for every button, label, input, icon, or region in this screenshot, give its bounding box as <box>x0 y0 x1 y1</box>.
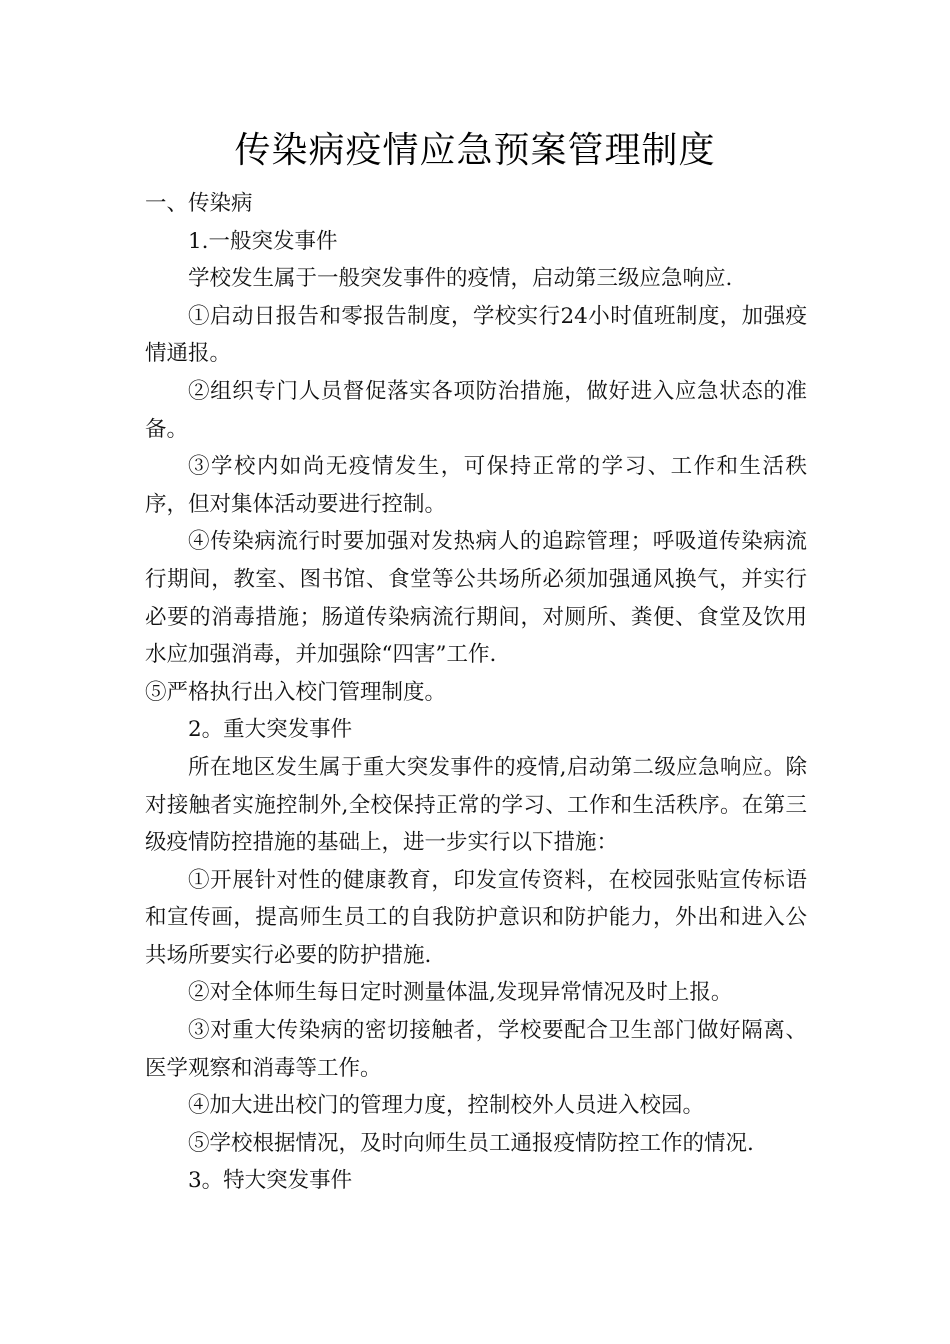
document-title: 传染病疫情应急预案管理制度 <box>234 130 716 171</box>
list-item: ③对重大传染病的密切接触者，学校要配合卫生部门做好隔离、医学观察和消毒等工作。 <box>145 1018 807 1081</box>
document-body <box>145 185 807 1200</box>
list-item: ①开展针对性的健康教育，印发宣传资料，在校园张贴宣传标语和宣传画，提高师生员工的自我防护意识和防护能力，外出和进入公共场所要实行必要的防护措施. <box>145 867 807 968</box>
list-item: ④加大进出校门的管理力度，控制校外人员进入校园。 <box>188 1093 705 1119</box>
list-item: ①启动日报告和零报告制度，学校实行24小时值班制度，加强疫情通报。 <box>145 303 807 367</box>
paragraph: 所在地区发生属于重大突发事件的疫情,启动第二级应急响应。除对接触者实施控制外,全校保持正常的学习、工作和生活秩序。在第三级疫情防控措施的基础上，进一步实行以下措施： <box>145 754 807 856</box>
list-item: ④传染病流行时要加强对发热病人的追踪管理；呼吸道传染病流行期间，教室、图书馆、食堂等公共场所必须加强通风换气，并实行必要的消毒措施；肠道传染病流行期间，对厕所、粪便、食堂及饮用水应加强消毒，并加强除“四害”工作. <box>145 529 807 668</box>
subsection-heading: 3。特大突发事件 <box>188 1168 353 1194</box>
list-item: ②组织专门人员督促落实各项防治措施，做好进入应急状态的准备。 <box>145 378 807 442</box>
list-item: ②对全体师生每日定时测量体温,发现异常情况及时上报。 <box>188 980 733 1006</box>
subsection-heading: 2。重大突发事件 <box>188 717 353 743</box>
paragraph: 学校发生属于一般突发事件的疫情，启动第三级应急响应. <box>188 266 733 292</box>
subsection-heading: 1.一般突发事件 <box>188 228 338 254</box>
list-item: ③学校内如尚无疫情发生，可保持正常的学习、工作和生活秩序，但对集体活动要进行控制。 <box>145 454 807 517</box>
list-item: ⑤学校根据情况，及时向师生员工通报疫情防控工作的情况. <box>188 1130 754 1156</box>
list-item: ⑤严格执行出入校门管理制度。 <box>145 679 447 705</box>
section-heading: 一、传染病 <box>145 191 253 216</box>
